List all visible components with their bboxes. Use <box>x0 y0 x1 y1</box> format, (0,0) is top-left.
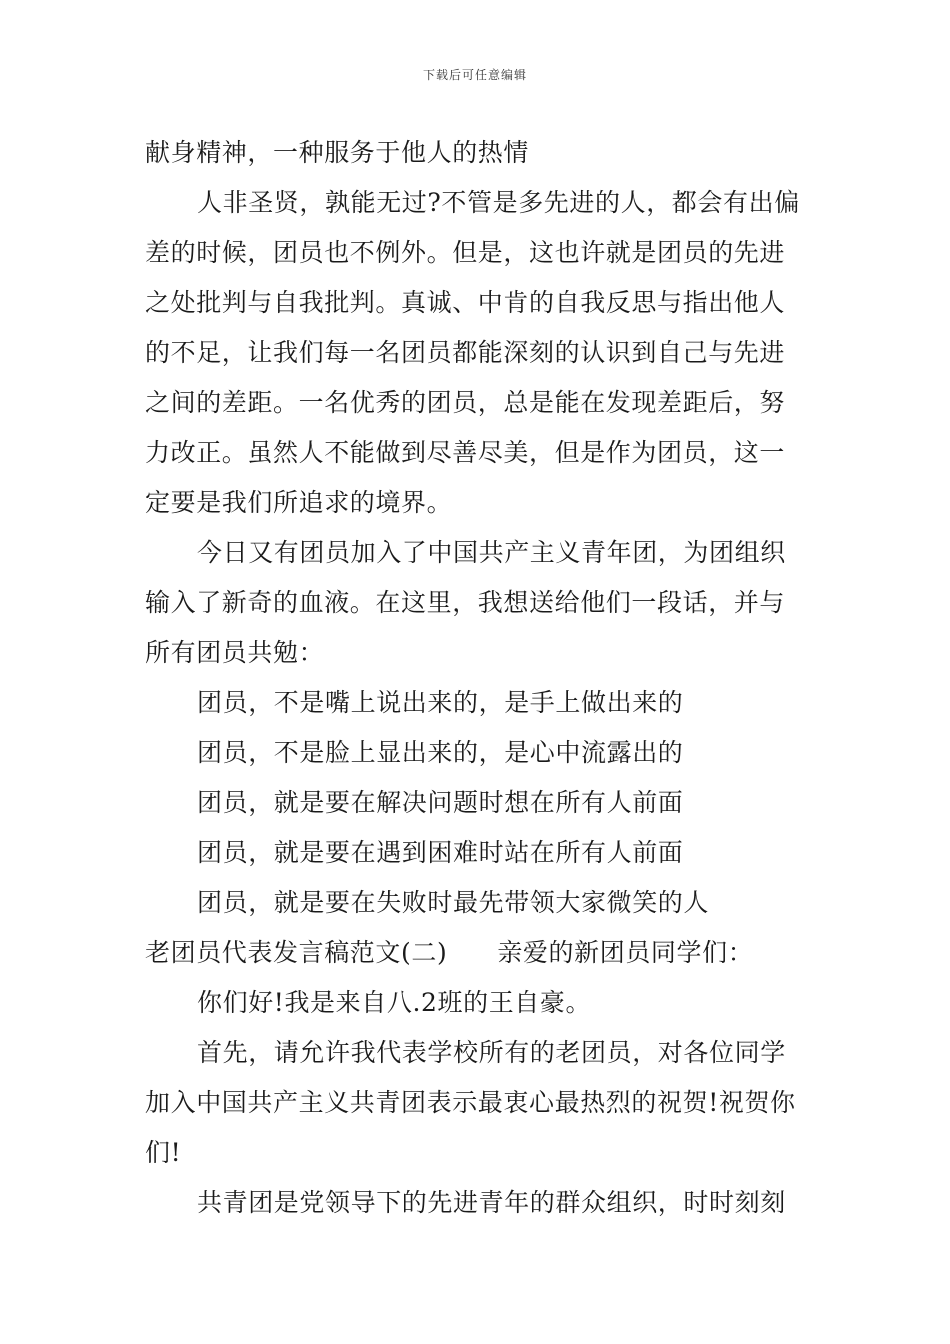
paragraph: 首先，请允许我代表学校所有的老团员，对各位同学加入中国共产主义共青团表示最衷心最热烈的祝贺!祝贺你们! <box>145 1038 796 1167</box>
paragraph: 今日又有团员加入了中国共产主义青年团，为团组织输入了新奇的血液。在这里，我想送给他们一段话，并与所有团员共勉： <box>145 538 786 667</box>
motto-line: 团员，就是要在失败时最先带领大家微笑的人 <box>197 888 710 917</box>
paragraph: 人非圣贤，孰能无过?不管是多先进的人，都会有出偏差的时候，团员也不例外。但是，这也许就是团员的先进之处批判与自我批判。真诚、中肯的自我反思与指出他人的不足，让我们每一名团员都能深刻的认识到自己与先进之间的差距。一名优秀的团员，总是能在发现差距后，努力改正。虽然人不能做到尽善尽美，但是作为团员，这一定要是我们所追求的境界。 <box>145 188 800 517</box>
motto-line: 团员，不是脸上显出来的，是心中流露出的 <box>197 738 684 767</box>
page-header: 下载后可任意编辑 <box>422 68 527 82</box>
paragraph: 你们好!我是来自八.2班的王自豪。 <box>197 988 592 1017</box>
section-title-line <box>145 928 809 978</box>
motto-line: 团员，就是要在遇到困难时站在所有人前面 <box>197 838 684 867</box>
section-title: 老团员代表发言稿范文(二) <box>145 938 448 967</box>
motto-line: 团员，不是嘴上说出来的，是手上做出来的 <box>197 688 684 717</box>
paragraph: 共青团是党领导下的先进青年的群众组织，时时刻刻 <box>197 1188 786 1217</box>
motto-line: 团员，就是要在解决问题时想在所有人前面 <box>197 788 684 817</box>
greeting: 亲爱的新团员同学们： <box>497 938 754 967</box>
paragraph: 献身精神，一种服务于他人的热情 <box>145 138 530 167</box>
document-body <box>145 128 809 1228</box>
